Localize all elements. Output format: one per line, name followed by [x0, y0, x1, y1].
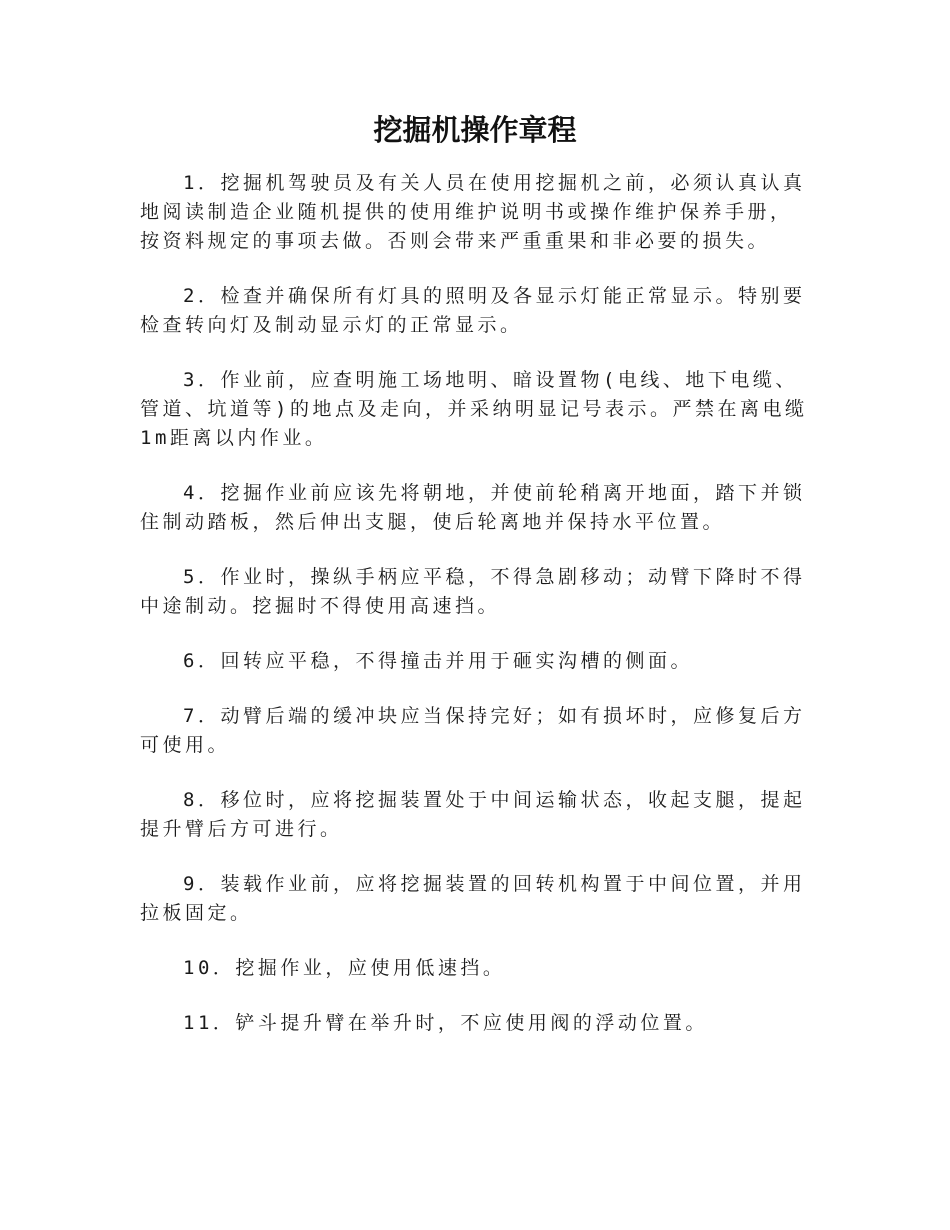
paragraph-1: 1．挖掘机驾驶员及有关人员在使用挖掘机之前，必须认真认真地阅读制造企业随机提供的使用维护说明书或操作维护保养手册，按资料规定的事项去做。否则会带来严重重果和非必要的损失。 — [140, 172, 806, 252]
paragraph-10: 10．挖掘作业，应使用低速挡。 — [183, 957, 506, 979]
document-body — [140, 169, 810, 1064]
paragraph-3: 3．作业前，应查明施工场地明、暗设置物(电线、地下电缆、管道、坑道等)的地点及走向，并采纳明显记号表示。严禁在离电缆1m距离以内作业。 — [140, 369, 808, 449]
paragraph-8: 8．移位时，应将挖掘装置处于中间运输状态，收起支腿，提起提升臂后方可进行。 — [140, 789, 806, 840]
paragraph-5: 5．作业时，操纵手柄应平稳，不得急剧移动；动臂下降时不得中途制动。挖掘时不得使用高速挡。 — [140, 566, 806, 617]
paragraph-9: 9．装载作业前，应将挖掘装置的回转机构置于中间位置，并用拉板固定。 — [140, 873, 806, 924]
paragraph-4: 4．挖掘作业前应该先将朝地，并使前轮稍离开地面，踏下并锁住制动踏板，然后伸出支腿，使后轮离地并保持水平位置。 — [140, 482, 806, 533]
paragraph-6: 6．回转应平稳，不得撞击并用于砸实沟槽的侧面。 — [183, 650, 693, 672]
paragraph-11: 11．铲斗提升臂在举升时，不应使用阀的浮动位置。 — [183, 1012, 708, 1034]
paragraph-7: 7．动臂后端的缓冲块应当保持完好；如有损坏时，应修复后方可使用。 — [140, 705, 806, 756]
document-title: 挖掘机操作章程 — [373, 113, 577, 147]
paragraph-2: 2．检查并确保所有灯具的照明及各显示灯能正常显示。特别要检查转向灯及制动显示灯的正常显示。 — [140, 285, 806, 336]
